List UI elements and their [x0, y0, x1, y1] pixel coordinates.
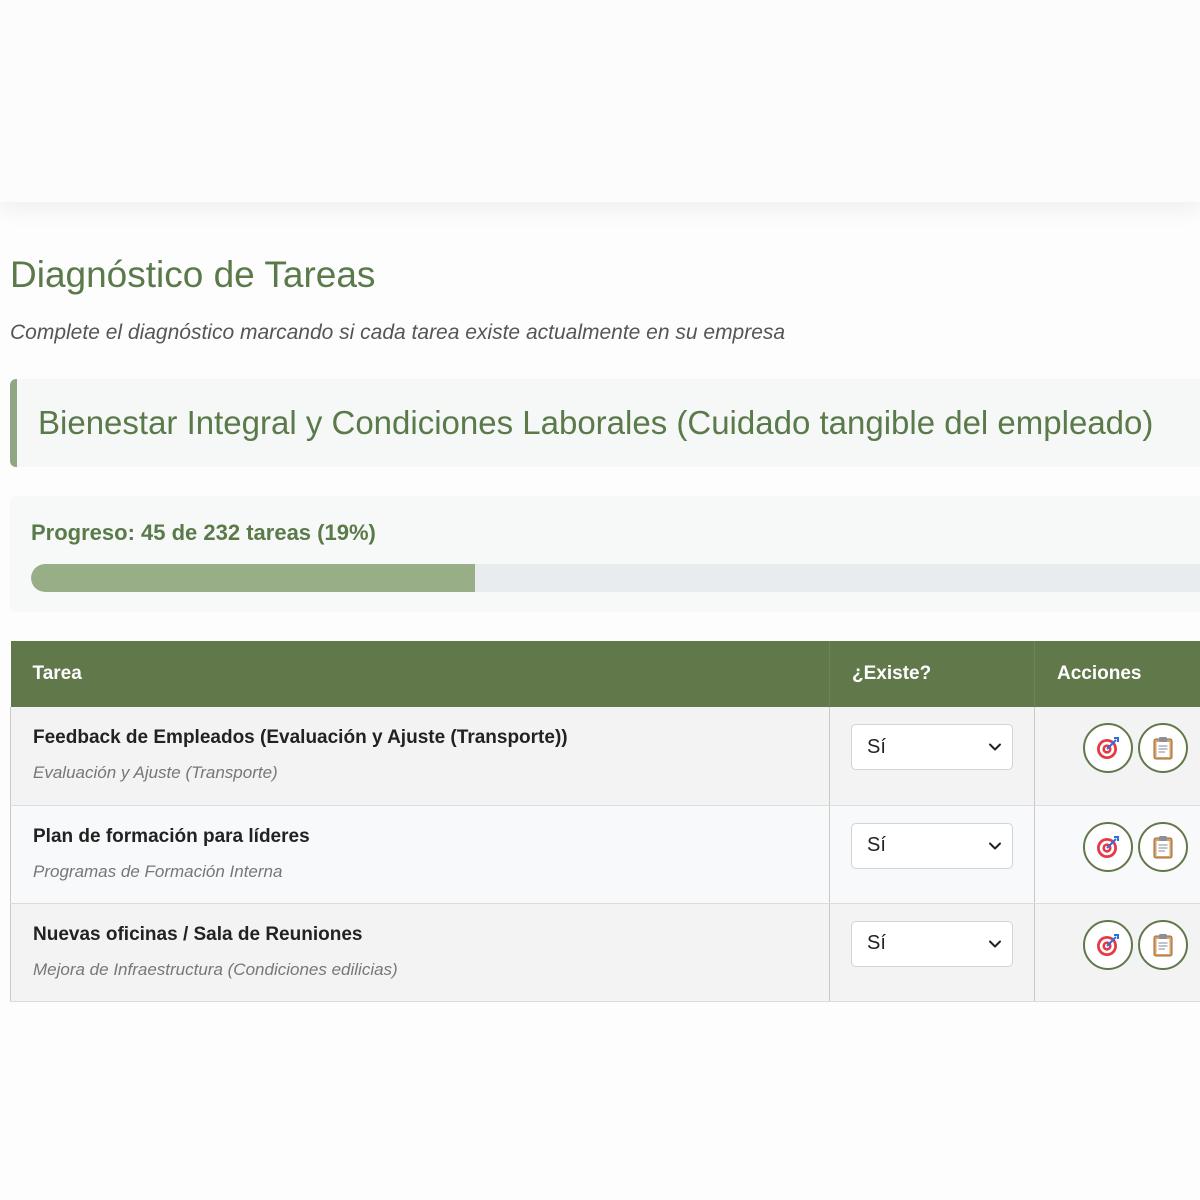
clipboard-icon [1150, 932, 1176, 958]
target-icon [1095, 834, 1121, 860]
clipboard-icon [1150, 735, 1176, 761]
exists-select-value: Sí [867, 834, 886, 856]
task-name: Feedback de Empleados (Evaluación y Ajuste (Transporte)) [33, 727, 568, 748]
task-category: Programas de Formación Interna [33, 861, 283, 881]
actions-cell [1035, 903, 1200, 1001]
top-header-band [0, 0, 1200, 202]
task-cell [11, 707, 830, 805]
chevron-down-icon [988, 839, 1002, 853]
task-cell [11, 805, 830, 903]
task-category: Evaluación y Ajuste (Transporte) [33, 763, 278, 782]
table-header-row [11, 641, 1200, 707]
exists-select[interactable] [851, 724, 1013, 770]
main-content [10, 240, 1200, 1002]
exists-cell [830, 805, 1035, 903]
section-header [10, 379, 1200, 467]
set-goal-button[interactable] [1083, 723, 1133, 773]
task-category: Mejora de Infraestructura (Condiciones edilicias) [33, 959, 398, 979]
exists-cell [830, 707, 1035, 805]
actions-cell [1035, 707, 1200, 805]
page-subtitle: Complete el diagnóstico marcando si cada tarea existe actualmente en su empresa [10, 321, 786, 344]
task-cell [11, 903, 830, 1001]
progress-text: Progreso: 45 de 232 tareas (19%) [31, 520, 376, 545]
tasks-table [10, 641, 1200, 1002]
progress-bar [31, 564, 1200, 592]
progress-bar-fill [31, 564, 475, 592]
table-row [11, 707, 1200, 805]
exists-select-value: Sí [867, 932, 886, 954]
exists-select[interactable] [851, 921, 1013, 967]
task-name: Plan de formación para líderes [33, 825, 310, 847]
notes-button[interactable] [1138, 723, 1188, 773]
target-icon [1095, 735, 1121, 761]
table-row [11, 805, 1200, 903]
page-title: Diagnóstico de Tareas [10, 254, 376, 295]
set-goal-button[interactable] [1083, 822, 1133, 872]
task-name: Nuevas oficinas / Sala de Reuniones [33, 923, 363, 945]
column-header-task: Tarea [11, 641, 830, 707]
exists-select-value: Sí [867, 735, 886, 758]
notes-button[interactable] [1138, 822, 1188, 872]
target-icon [1095, 932, 1121, 958]
section-title: Bienestar Integral y Condiciones Laborales (Cuidado tangible del empleado) [38, 404, 1154, 441]
progress-card [10, 496, 1200, 612]
table-row [11, 903, 1200, 1001]
notes-button[interactable] [1138, 920, 1188, 970]
chevron-down-icon [988, 937, 1002, 951]
exists-cell [830, 903, 1035, 1001]
column-header-actions: Acciones [1035, 641, 1200, 707]
actions-cell [1035, 805, 1200, 903]
exists-select[interactable] [851, 823, 1013, 869]
column-header-exists: ¿Existe? [830, 641, 1035, 707]
clipboard-icon [1150, 834, 1176, 860]
set-goal-button[interactable] [1083, 920, 1133, 970]
chevron-down-icon [988, 740, 1002, 754]
